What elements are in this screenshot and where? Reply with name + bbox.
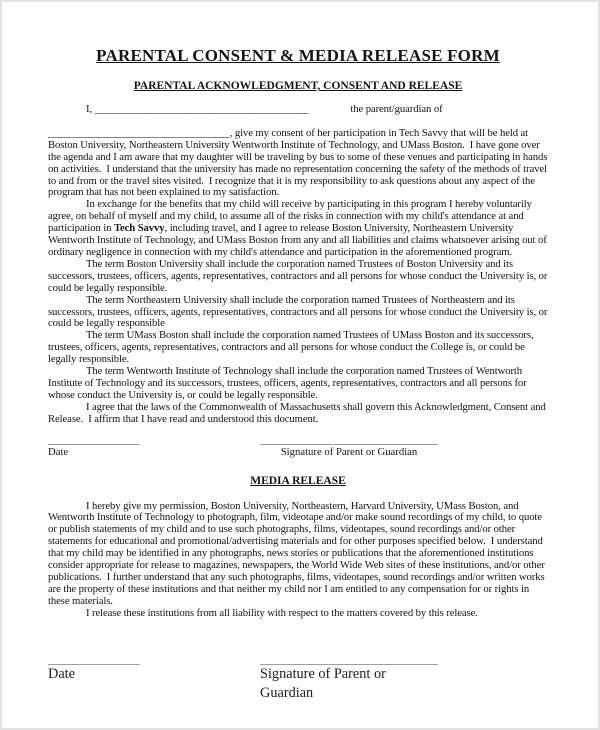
media-paragraph-2: I release these institutions from all liability with respect to the matters covered by this release. xyxy=(86,606,478,619)
consent-paragraph-1 xyxy=(48,128,548,199)
signature-label: Signature of Parent or Guardian xyxy=(260,665,386,701)
signature-block-media xyxy=(48,664,548,703)
media-section-body xyxy=(48,501,548,620)
date-field xyxy=(48,664,140,684)
consent-paragraph-6: The term Wentworth Institute of Technology shall include the corporation named Trustees of Wentworth Institute of Technology and its successors, trustees, officers, agents, representatives, contractors and all persons for whose conduct the University is, or could be legally responsible. xyxy=(48,365,530,401)
date-label: Date xyxy=(48,445,69,458)
consent-section-heading: PARENTAL ACKNOWLEDGMENT, CONSENT AND RELEASE xyxy=(133,80,463,92)
date-label: Date xyxy=(48,665,75,682)
child-name-blank[interactable]: __________________________________ xyxy=(48,126,230,139)
signature-field xyxy=(260,664,438,703)
consent-paragraph-5: The term UMass Boston shall include the corporation named Trustees of UMass Boston and its successors, trustees, officers, agents, representatives, contractors and all persons for whose conduct the College is, or could be legally responsible. xyxy=(48,329,537,366)
consent-paragraph-7: I agree that the laws of the Commonwealth of Massachusetts shall govern this Acknowledgment, Consent and Release. I affirm that I have read and understood this document. xyxy=(48,400,549,425)
intro-line xyxy=(48,104,548,116)
signature-label: Signature of Parent or Guardian xyxy=(280,445,418,458)
consent-paragraph-3: The term Boston University shall include the corporation named Trustees of Boston University and its successors, trustees, officers, agents, representatives, contractors and all persons for whose conduct the University is, or could be legally responsible. xyxy=(48,257,550,294)
intro-prefix: I, xyxy=(86,103,95,115)
consent-paragraph-1-text: , give my consent of her participation in Tech Savvy that will be held at Boston University, Northeastern University Wentworth Institute of Technology, and UMass Boston. I have gone over the agenda and I am aware that my daughter will be traveling by bus to some of these venues and participating in hands on activities. I understand that the university has made no representation concerning the safety of the methods of travel to and from or the travel sites visited. I recognize that it is my responsibility to ask questions about any aspect of the program that has not been explained to my satisfaction. xyxy=(48,126,550,199)
consent-paragraph-2-lead: In exchange for the benefits that my child will receive by participating in this program I hereby voluntarily agree, on behalf of myself and my child, to assume all of the risks in connection with my child's attendance at and participation in xyxy=(48,198,535,235)
form-title: PARENTAL CONSENT & MEDIA RELEASE FORM xyxy=(96,46,500,65)
consent-paragraph-2-tail: , including travel, and I agree to release Boston University, Northeastern University Wentworth Institute of Technology, and UMass Boston from any and all liabilities and claims whatsoever arising out of ordinary negligence in connection with my child's attendance and participation in the aforementioned program. xyxy=(48,222,550,258)
consent-paragraph-4: The term Northeastern University shall include the corporation named Trustees of Northeastern and its successors, trustees, officers, agents, representatives, contractors and all persons for whose conduct the University is, or could be legally responsible xyxy=(48,293,550,330)
date-field xyxy=(48,444,140,459)
consent-paragraph-2 xyxy=(48,199,548,259)
intro-suffix: the parent/guardian of xyxy=(350,103,443,115)
signature-field xyxy=(260,444,438,459)
document-content xyxy=(2,2,598,703)
consent-section-body xyxy=(48,104,548,426)
media-section-heading: MEDIA RELEASE xyxy=(250,474,346,487)
signature-block-consent xyxy=(48,444,548,459)
parent-name-blank[interactable]: ________________________________________ xyxy=(94,103,309,115)
program-name-bold: Tech Savvy xyxy=(113,222,165,235)
media-paragraph-1: I hereby give my permission, Boston University, Northeastern, Harvard University, UMass Boston, and Wentworth Institute of Technology to photograph, film, videotape and/or make sound recordings of my child, to quote or publish statements of my child and to use such photographs, films, videotapes, sound recordings and/or other statements for educational and promotional/advertising materials and for other purposes specified below. I understand that my child may be identified in any photographs, news stories or publications that the aforementioned institutions consider appropriate for release to magazines, newspapers, the World Wide Web sites of these institutions, and/or other publications. I further understand that any such photographs, films, videotapes, sound recordings and/or written works are the property of these institutions and that neither my child nor I am entitled to any compensation for or rights in these materials. xyxy=(48,499,548,607)
